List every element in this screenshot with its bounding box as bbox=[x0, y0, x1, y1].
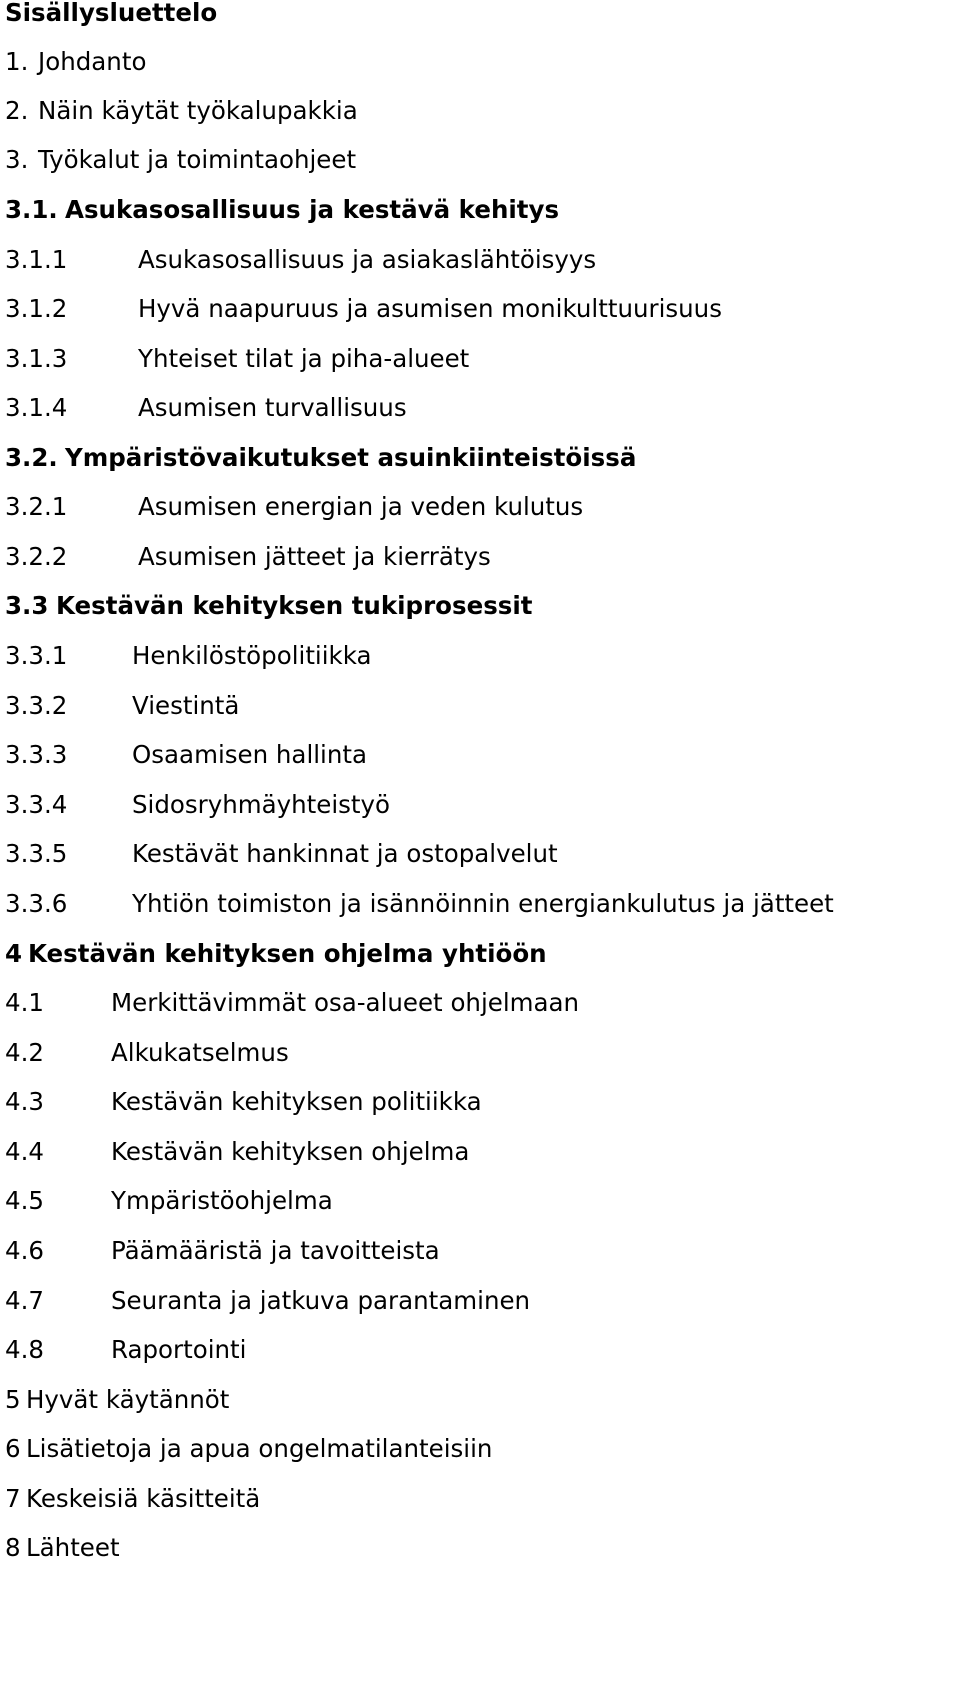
toc-entry-number: 4 bbox=[5, 939, 23, 968]
toc-entry-number: 3.3.6 bbox=[5, 889, 68, 918]
toc-entry-number: 3.1.3 bbox=[5, 344, 68, 373]
toc-entry-label: Ympäristövaikutukset asuinkiinteistöissä bbox=[65, 443, 637, 472]
toc-entry-number: 3. bbox=[5, 145, 29, 174]
toc-entry-number: 4.7 bbox=[5, 1286, 44, 1315]
toc-entry-label: Yhtiön toimiston ja isännöinnin energiankulutus ja jätteet bbox=[132, 889, 834, 918]
toc-entry-label: Ympäristöohjelma bbox=[111, 1186, 333, 1215]
toc-entry-label: Osaamisen hallinta bbox=[132, 740, 368, 769]
toc-entry-label: Raportointi bbox=[111, 1335, 247, 1364]
toc-entry-label: Kestävän kehityksen tukiprosessit bbox=[56, 591, 533, 620]
toc-entry-label: Hyvä naapuruus ja asumisen monikulttuurisuus bbox=[138, 294, 722, 323]
toc-entry-number: 3.3.3 bbox=[5, 740, 68, 769]
toc-entry-number: 3.2. bbox=[5, 443, 58, 472]
toc-entry-label: Yhteiset tilat ja piha-alueet bbox=[138, 344, 470, 373]
toc-entry-label: Asumisen turvallisuus bbox=[138, 393, 407, 422]
toc-entry-label: Työkalut ja toimintaohjeet bbox=[38, 145, 357, 174]
toc-entry-number: 4.5 bbox=[5, 1186, 44, 1215]
toc-entry-number: 3.3.1 bbox=[5, 641, 68, 670]
toc-entry-number: 1. bbox=[5, 47, 29, 76]
toc-entry-label: Hyvät käytännöt bbox=[26, 1385, 230, 1414]
toc-entry-label: Asukasosallisuus ja kestävä kehitys bbox=[65, 195, 560, 224]
toc-entry-number: 3.3.2 bbox=[5, 691, 68, 720]
toc-entry-label: Kestävät hankinnat ja ostopalvelut bbox=[132, 839, 558, 868]
toc-entry-number: 4.3 bbox=[5, 1087, 44, 1116]
toc-title: Sisällysluettelo bbox=[5, 0, 218, 27]
toc-entry-label: Kestävän kehityksen politiikka bbox=[111, 1087, 482, 1116]
toc-entry-label: Johdanto bbox=[38, 47, 147, 76]
toc-entry-label: Asumisen energian ja veden kulutus bbox=[138, 492, 584, 521]
toc-entry-label: Alkukatselmus bbox=[111, 1038, 289, 1067]
toc-entry-number: 3.2.2 bbox=[5, 542, 68, 571]
toc-entry-number: 4.8 bbox=[5, 1335, 44, 1364]
toc-entry-number: 3.1.1 bbox=[5, 245, 68, 274]
toc-entry-number: 7 bbox=[5, 1484, 21, 1513]
toc-entry-number: 6 bbox=[5, 1434, 21, 1463]
toc-entry-label: Asumisen jätteet ja kierrätys bbox=[138, 542, 491, 571]
toc-entry-number: 4.4 bbox=[5, 1137, 44, 1166]
toc-entry-number: 3.3 bbox=[5, 591, 49, 620]
toc-entry-label: Seuranta ja jatkuva parantaminen bbox=[111, 1286, 531, 1315]
toc-entry-label: Kestävän kehityksen ohjelma bbox=[111, 1137, 470, 1166]
toc-entry-number: 8 bbox=[5, 1533, 21, 1562]
toc-entry-number: 3.1.2 bbox=[5, 294, 68, 323]
toc-entry-label: Lisätietoja ja apua ongelmatilanteisiin bbox=[26, 1434, 493, 1463]
toc-entry-number: 3.1.4 bbox=[5, 393, 68, 422]
toc-entry-label: Henkilöstöpolitiikka bbox=[132, 641, 372, 670]
toc-entry-number: 4.1 bbox=[5, 988, 44, 1017]
toc-entry-label: Merkittävimmät osa-alueet ohjelmaan bbox=[111, 988, 580, 1017]
toc-entry-number: 3.2.1 bbox=[5, 492, 68, 521]
toc-entry-number: 3.3.5 bbox=[5, 839, 68, 868]
toc-entry-label: Sidosryhmäyhteistyö bbox=[132, 790, 391, 819]
toc-entry-label: Päämääristä ja tavoitteista bbox=[111, 1236, 440, 1265]
toc-entry-label: Viestintä bbox=[132, 691, 240, 720]
toc-entry-number: 2. bbox=[5, 96, 29, 125]
toc-entry-label: Keskeisiä käsitteitä bbox=[26, 1484, 261, 1513]
toc-entry-label: Lähteet bbox=[26, 1533, 120, 1562]
toc-entry-label: Kestävän kehityksen ohjelma yhtiöön bbox=[28, 939, 547, 968]
toc-entry-number: 4.2 bbox=[5, 1038, 44, 1067]
toc-entry-number: 3.1. bbox=[5, 195, 58, 224]
toc-entry-number: 4.6 bbox=[5, 1236, 44, 1265]
toc-entry-number: 3.3.4 bbox=[5, 790, 68, 819]
toc-entry-number: 5 bbox=[5, 1385, 21, 1414]
toc-entry-label: Asukasosallisuus ja asiakaslähtöisyys bbox=[138, 245, 597, 274]
toc-entry-label: Näin käytät työkalupakkia bbox=[38, 96, 358, 125]
